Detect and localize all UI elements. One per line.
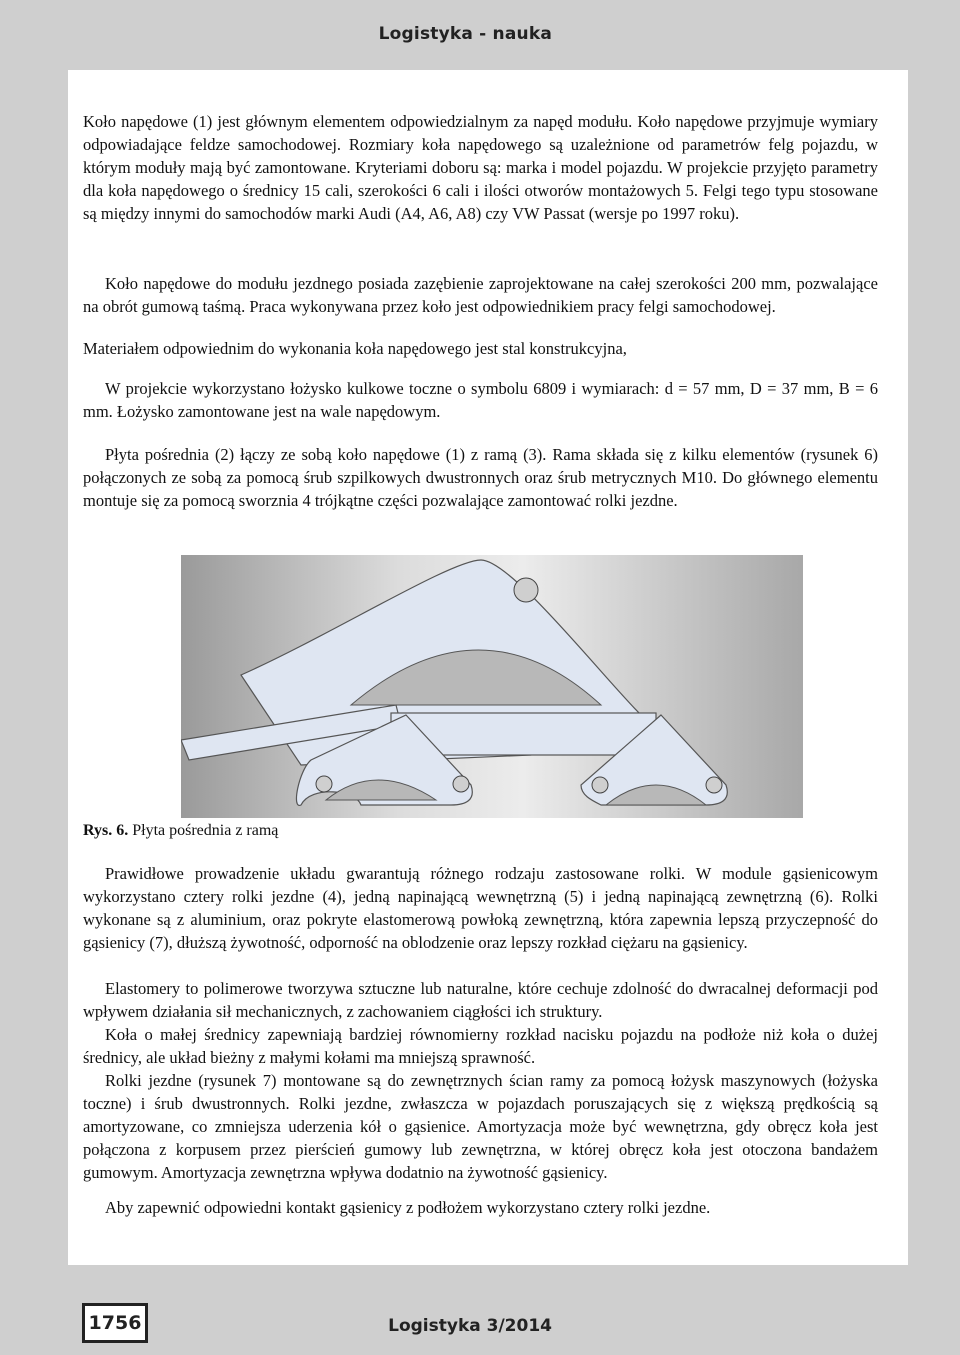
figure-plate-frame: [181, 555, 803, 818]
figure-label: Rys. 6.: [83, 822, 129, 839]
left-hole-a: [316, 776, 332, 792]
page-content: [68, 70, 908, 1265]
paragraph-3: Materiałem odpowiednim do wykonania koła napędowego jest stal konstrukcyjna,: [83, 339, 627, 358]
running-footer: Logistyka 3/2014: [388, 1316, 552, 1336]
paragraph-9: Rolki jezdne (rysunek 7) montowane są do zewnętrznych ścian ramy za pomocą łożysk maszynowych (łożyska toczne) i śrub dwustronnych. Rolki jezdne, zwłaszcza w pojazdach poruszających się z większą prędkością są amortyzowane, co zmniejsza uderzenia kół o gąsienice. Amortyzacja może być wewnętrzna, gdy obręcz koła jest połączona z korpusem przez pierścień gumowy lub zewnętrzna, w której obręcz koła jest otoczona bandażem gumowym. Amortyzacja zewnętrzna wpływa dodatnio na żywotność gąsienicy.: [83, 1071, 878, 1182]
running-header: Logistyka - nauka: [378, 24, 552, 44]
paragraph-8: Koła o małej średnicy zapewniają bardziej równomierny rozkład nacisku pojazdu na podłoże niż koła o dużej średnicy, ale układ bieżny z małymi kołami ma mniejszą sprawność.: [83, 1025, 878, 1067]
paragraph-1: Koło napędowe (1) jest głównym elementem odpowiedzialnym za napęd modułu. Koło napędowe przyjmuje wymiary odpowiadające feldze samochodowej. Rozmiary koła napędowego są uzależnione od parametrów felg pojazdu, w którym moduły mają być zamontowane. Kryteriami doboru są: marka i model pojazdu. W projekcie przyjęto parametry dla koła napędowego o średnicy 15 cali, szerokości 6 cali i ilości otworów montażowych 5. Felgi tego typu stosowane są między innymi do samochodów marki Audi (A4, A6, A8) czy VW Passat (wersje po 1997 roku).: [83, 112, 878, 223]
frame-top-hole: [514, 578, 538, 602]
paragraph-2: Koło napędowe do modułu jezdnego posiada zazębienie zaprojektowane na całej szerokości 200 mm, pozwalające na obrót gumową taśmą. Praca wykonywana przez koło jest odpowiednikiem pracy felgi samochodowej.: [83, 274, 878, 316]
right-hole-b: [706, 777, 722, 793]
paragraph-10: Aby zapewnić odpowiedni kontakt gąsienicy z podłożem wykorzystano cztery rolki jezdne.: [105, 1198, 711, 1217]
paragraph-6: Prawidłowe prowadzenie układu gwarantują różnego rodzaju zastosowane rolki. W module gąsienicowym wykorzystano cztery rolki jezdne (4), jedną napinającą wewnętrzną (5) i jedną napinającą zewnętrzną (6). Rolki wykonane są z aluminium, oraz pokryte elastomerową powłoką zewnętrzną, która zapewnia lepszą przyczepność do gąsienicy (7), dłuższą żywotność, odporność na oblodzenie oraz lepszy rozkład ciężaru na gąsienicy.: [83, 864, 878, 952]
right-hole-a: [592, 777, 608, 793]
paragraph-5: Płyta pośrednia (2) łączy ze sobą koło napędowe (1) z ramą (3). Rama składa się z kilku elementów (rysunek 6) połączonych ze sobą za pomocą śrub szpilkowych dwustronnych oraz śrub metrycznych M10. Do głównego elementu montuje się za pomocą sworznia 4 trójkątne części pozwalające zamontować rolki jezdne.: [83, 445, 878, 510]
paragraph-7: Elastomery to polimerowe tworzywa sztuczne lub naturalne, które cechuje zdolność do dwracalnej deformacji pod wpływem działania sił mechanicznych, z zachowaniem ciągłości ich struktury.: [83, 979, 878, 1021]
figure-caption: [83, 822, 278, 840]
page-number: 1756: [82, 1303, 148, 1343]
figure-caption-text: Płyta pośrednia z ramą: [132, 822, 279, 839]
frame-drawing: [181, 555, 803, 818]
paragraph-4: W projekcie wykorzystano łożysko kulkowe toczne o symbolu 6809 i wymiarach: d = 57 mm, D = 37 mm, B = 6 mm. Łożysko zamontowane jest na wale napędowym.: [83, 379, 878, 421]
left-hole-b: [453, 776, 469, 792]
